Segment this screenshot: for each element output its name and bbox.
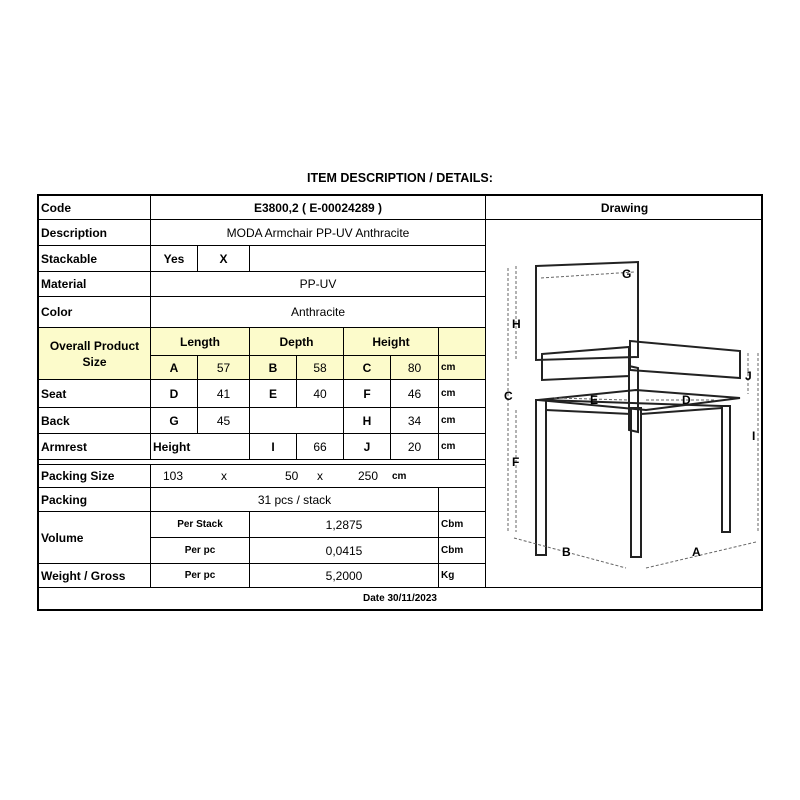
packing-length: 103 [163, 469, 184, 483]
length-header: Length [151, 328, 250, 356]
per-pc-volume-value: 0,0415 [250, 538, 439, 564]
value-g: 45 [198, 408, 250, 434]
value-e: 40 [297, 380, 344, 408]
label-d: D [682, 393, 691, 407]
letter-h: H [344, 408, 391, 434]
packing-label: Packing [39, 488, 151, 512]
material-label: Material [39, 272, 151, 297]
weight-per-pc-label: Per pc [151, 564, 250, 588]
back-label: Back [39, 408, 151, 434]
label-c: C [504, 389, 513, 403]
packing-size-values [151, 465, 486, 488]
label-g: G [622, 267, 632, 281]
leg-back-right [722, 406, 730, 532]
depth-header: Depth [250, 328, 344, 356]
armrest-left-shape [542, 347, 629, 380]
packing-unit-empty [439, 488, 486, 512]
per-pc-volume-label: Per pc [151, 538, 250, 564]
value-h: 34 [391, 408, 439, 434]
seat-label: Seat [39, 380, 151, 408]
label-i: I [752, 429, 756, 443]
letter-a: A [151, 356, 198, 380]
date-footer: Date 30/11/2023 [363, 593, 437, 604]
page-title: ITEM DESCRIPTION / DETAILS: [307, 171, 493, 185]
letter-f: F [344, 380, 391, 408]
letter-d: D [151, 380, 198, 408]
overall-size-label: Overall Product Size [39, 328, 151, 380]
packing-height: 250 [358, 469, 379, 483]
description-value: MODA Armchair PP-UV Anthracite [151, 220, 486, 246]
letter-g: G [151, 408, 198, 434]
stackable-label: Stackable [39, 246, 151, 272]
label-j: J [745, 369, 752, 383]
label-a: A [692, 545, 701, 559]
code-label: Code [39, 196, 151, 220]
height-header: Height [344, 328, 439, 356]
packing-x2: x [317, 469, 323, 483]
label-f: F [512, 455, 520, 469]
label-e: E [590, 393, 599, 407]
value-a: 57 [198, 356, 250, 380]
volume-label: Volume [39, 512, 151, 564]
leg-front-left [536, 400, 546, 555]
packing-width: 50 [285, 469, 299, 483]
material-value: PP-UV [151, 272, 486, 297]
value-c: 80 [391, 356, 439, 380]
label-h: H [512, 317, 521, 331]
packing-value: 31 pcs / stack [151, 488, 439, 512]
letter-e: E [250, 380, 297, 408]
stackable-mark: X [198, 246, 250, 272]
unit-back: cm [439, 408, 486, 434]
color-label: Color [39, 297, 151, 328]
packing-x1: x [221, 469, 227, 483]
stackable-yes: Yes [151, 246, 198, 272]
color-value: Anthracite [151, 297, 486, 328]
stackable-empty [250, 246, 486, 272]
description-label: Description [39, 220, 151, 246]
letter-b: B [250, 356, 297, 380]
weight-label: Weight / Gross [39, 564, 151, 588]
per-stack-unit: Cbm [439, 512, 486, 538]
unit-overall: cm [439, 356, 486, 380]
chair-drawing [486, 220, 763, 588]
unit-armrest: cm [439, 434, 486, 460]
code-value: E3800,2 ( E-00024289 ) [151, 196, 486, 220]
value-d: 41 [198, 380, 250, 408]
unit-seat: cm [439, 380, 486, 408]
spec-sheet [37, 194, 763, 611]
letter-i: I [250, 434, 297, 460]
overall-unit-header [439, 328, 486, 356]
per-pc-volume-unit: Cbm [439, 538, 486, 564]
value-i: 66 [297, 434, 344, 460]
letter-c: C [344, 356, 391, 380]
letter-j: J [344, 434, 391, 460]
drawing-header: Drawing [486, 196, 763, 220]
label-b: B [562, 545, 571, 559]
value-j: 20 [391, 434, 439, 460]
armrest-height-label: Height [151, 434, 250, 460]
weight-value: 5,2000 [250, 564, 439, 588]
armrest-label: Armrest [39, 434, 151, 460]
weight-unit: Kg [439, 564, 486, 588]
value-f: 46 [391, 380, 439, 408]
packing-size-label: Packing Size [39, 465, 151, 488]
per-stack-label: Per Stack [151, 512, 250, 538]
per-stack-value: 1,2875 [250, 512, 439, 538]
packing-unit: cm [392, 470, 407, 482]
value-b: 58 [297, 356, 344, 380]
back-empty [250, 408, 344, 434]
armrest-top-shape [630, 341, 740, 378]
